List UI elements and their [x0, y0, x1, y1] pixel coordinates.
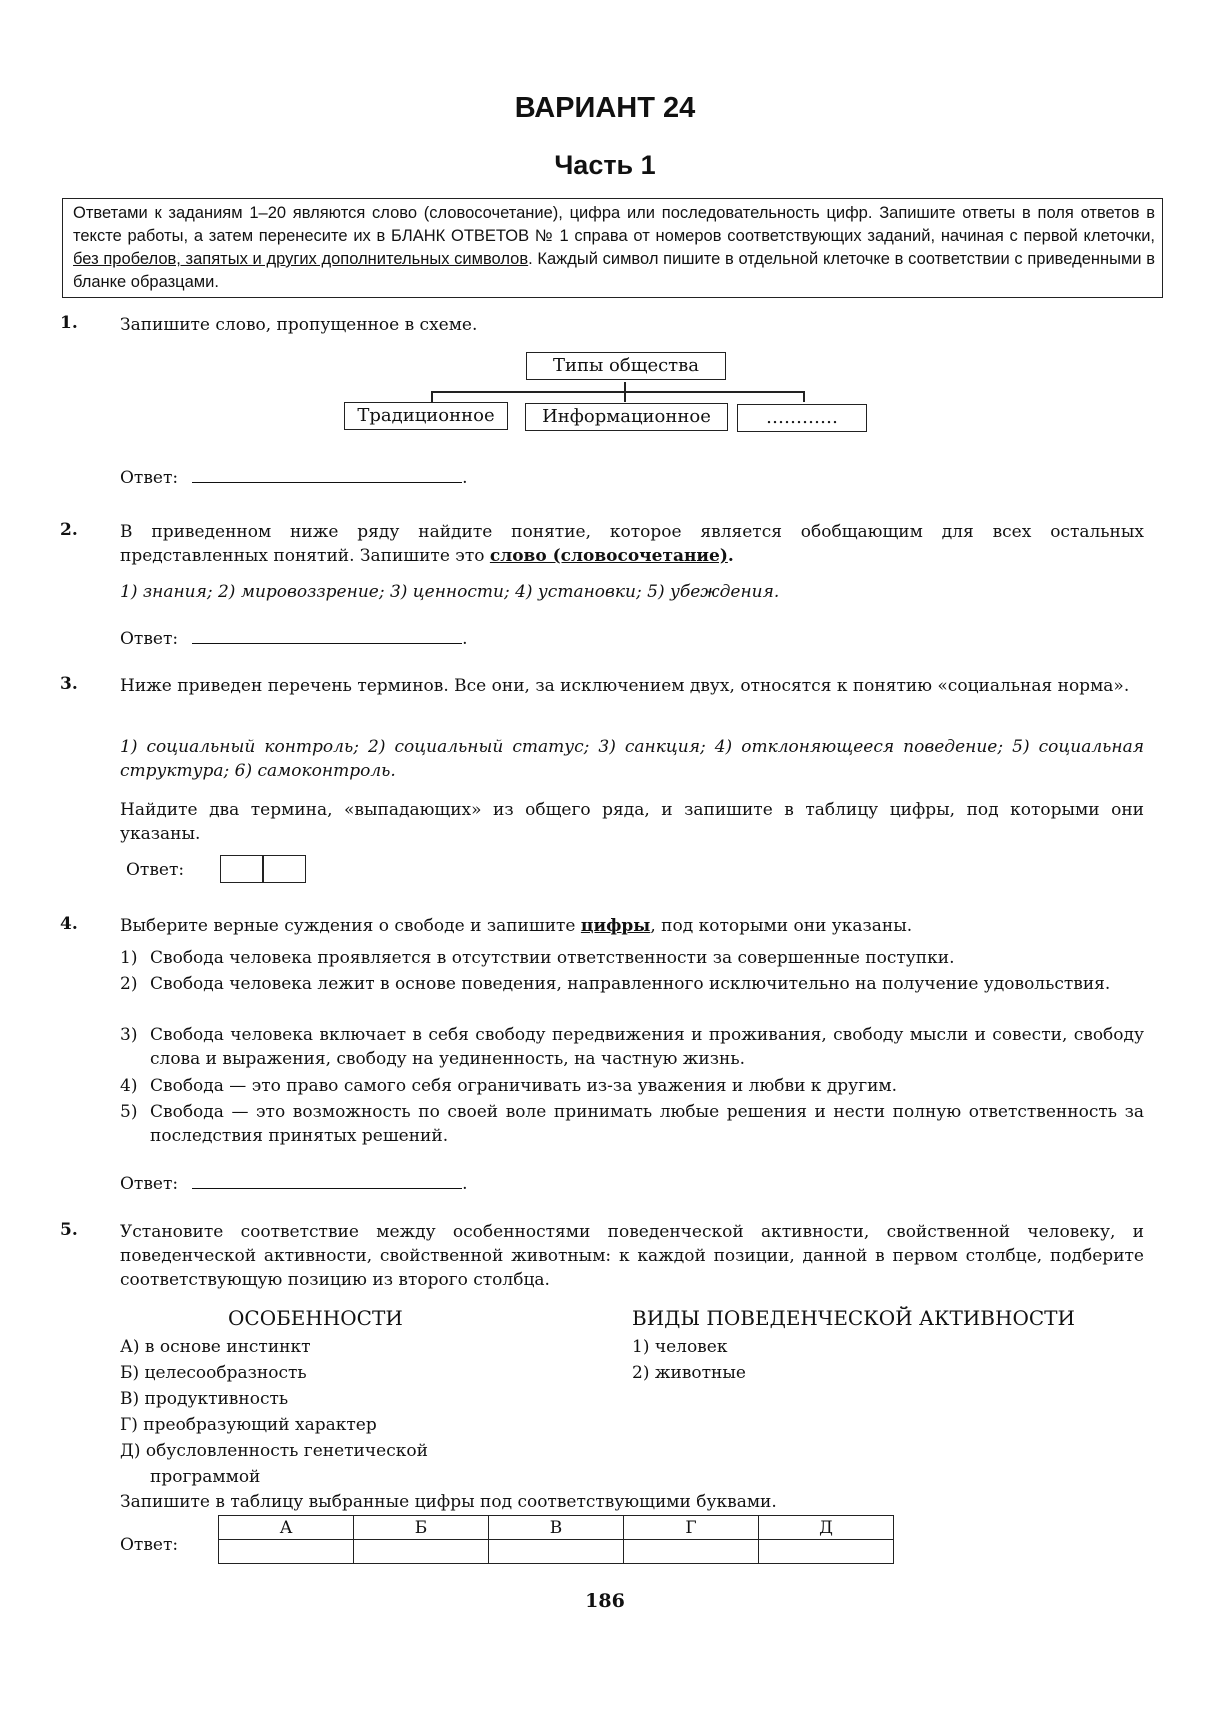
- instructions-text: Ответами к заданиям 1–20 являются слово (словосочетание), цифра или последовательность цифр. Запишите ответы в поля ответов в тексте работы, а затем перенесите их в БЛАНК ОТВЕТОВ № 1 справа от номеров соответствующих заданий, начиная с первой клеточки,: [73, 204, 1155, 245]
- question-2-text-end: .: [727, 546, 734, 566]
- answer-1-row: Ответ: .: [120, 464, 468, 488]
- page-number: 186: [585, 1590, 625, 1612]
- answer-label: Ответ:: [120, 629, 179, 649]
- question-4-option: [120, 1100, 1144, 1148]
- answer-5-input-cell[interactable]: [759, 1540, 894, 1564]
- question-4-option: [120, 946, 1144, 970]
- variant-title: ВАРИАНТ 24: [514, 92, 696, 124]
- answer-5-input-cell[interactable]: [489, 1540, 624, 1564]
- question-5-text: Установите соответствие между особенностями поведенческой активности, свойственной человеку, и поведенческой активности, свойственной животным: к каждой позиции, данной в первом столбце, подберите соответствующую позицию из второго столбца.: [120, 1222, 1144, 1290]
- answer-5-table: [218, 1515, 894, 1564]
- instructions-box: [62, 198, 1163, 298]
- question-3-items: 1) социальный контроль; 2) социальный статус; 3) санкция; 4) отклоняющееся поведение; 5) социальная структура; 6) самоконтроль.: [120, 737, 1144, 781]
- option-number: 2): [120, 974, 138, 994]
- answer-label: Ответ:: [120, 468, 179, 488]
- question-4-text: [120, 914, 1144, 938]
- question-4-underlined: цифры: [580, 916, 651, 936]
- diagram-connector: [624, 391, 626, 402]
- option-text: Свобода — это право самого себя ограничивать из-за уважения и любви к другим.: [150, 1076, 898, 1096]
- diagram-child-informational: Информационное: [525, 403, 728, 431]
- answer-label: Ответ:: [120, 1174, 179, 1194]
- activity-type-item: 2) животные: [632, 1363, 746, 1383]
- table-instruction: Запишите в таблицу выбранные цифры под соответствующими буквами.: [120, 1492, 777, 1512]
- answer-5-header-row: [219, 1516, 894, 1540]
- question-2-text-start: В приведенном ниже ряду найдите понятие, которое является обобщающим для всех остальных представленных понятий. Запишите это: [120, 522, 1144, 566]
- answer-5-header-cell: Г: [624, 1516, 759, 1540]
- question-1-number: 1.: [60, 313, 78, 333]
- question-4-text-end: , под которыми они указаны.: [650, 916, 913, 936]
- option-number: 5): [120, 1102, 138, 1122]
- question-1-text: Запишите слово, пропущенное в схеме.: [120, 315, 478, 335]
- option-text: Свобода человека лежит в основе поведения, направленного исключительно на получение удовольствия.: [150, 974, 1111, 994]
- option-number: 3): [120, 1025, 138, 1045]
- feature-item: А) в основе инстинкт: [120, 1337, 311, 1357]
- question-3-number: 3.: [60, 674, 78, 694]
- diagram-child-missing: …………: [737, 404, 867, 432]
- right-column-header: ВИДЫ ПОВЕДЕНЧЕСКОЙ АКТИВНОСТИ: [632, 1306, 1075, 1330]
- question-2-number: 2.: [60, 520, 78, 540]
- feature-item: Г) преобразующий характер: [120, 1415, 377, 1435]
- answer-5-header-cell: Д: [759, 1516, 894, 1540]
- question-4-text-start: Выберите верные суждения о свободе и запишите: [120, 916, 581, 936]
- answer-4-field[interactable]: [192, 1170, 462, 1189]
- feature-item: В) продуктивность: [120, 1389, 289, 1409]
- question-3-text: Ниже приведен перечень терминов. Все они, за исключением двух, относятся к понятию «социальная норма».: [120, 676, 1130, 696]
- answer-5-header-cell: В: [489, 1516, 624, 1540]
- answer-5-input-cell[interactable]: [354, 1540, 489, 1564]
- activity-type-item: 1) человек: [632, 1337, 728, 1357]
- question-4-option: [120, 972, 1144, 996]
- instructions-text-end: . Каждый символ пишите в отдельной клеточке в соответствии с приведенными в бланке образцами.: [73, 250, 1155, 291]
- question-4-option: [120, 1023, 1144, 1071]
- question-2-items: 1) знания; 2) мировоззрение; 3) ценности; 4) установки; 5) убеждения.: [120, 582, 780, 602]
- answer-3-cells[interactable]: [220, 855, 306, 883]
- question-2-underlined: слово (словосочетание): [489, 546, 728, 566]
- answer-3-cell-divider: [262, 856, 264, 882]
- activity-types-list: [632, 1334, 746, 1386]
- question-4-number: 4.: [60, 914, 78, 934]
- option-number: 4): [120, 1076, 138, 1096]
- option-number: 1): [120, 948, 138, 968]
- question-4-option: [120, 1074, 1144, 1098]
- option-text: Свобода — это возможность по своей воле принимать любые решения и нести полную ответственность за последствия принятых решений.: [150, 1102, 1144, 1146]
- answer-5-input-cell[interactable]: [219, 1540, 354, 1564]
- part-title: Часть 1: [554, 150, 656, 180]
- diagram-root: Типы общества: [526, 352, 726, 380]
- diagram-child-traditional: Традиционное: [344, 402, 508, 430]
- answer-4-row: Ответ: .: [120, 1170, 468, 1194]
- left-column-header: ОСОБЕННОСТИ: [228, 1306, 403, 1330]
- answer-5-input-cell[interactable]: [624, 1540, 759, 1564]
- feature-item: Б) целесообразность: [120, 1363, 307, 1383]
- answer-3-label: Ответ:: [126, 860, 185, 880]
- diagram-connector: [431, 391, 804, 393]
- feature-item-continuation: программой: [150, 1467, 261, 1487]
- instructions-underlined: без пробелов, запятых и других дополнительных символов: [73, 250, 529, 268]
- answer-2-field[interactable]: [192, 625, 462, 644]
- features-list: [120, 1334, 428, 1490]
- answer-5-header-cell: Б: [354, 1516, 489, 1540]
- answer-1-field[interactable]: [192, 464, 462, 483]
- feature-item: Д) обусловленность генетической: [120, 1441, 428, 1461]
- answer-5-input-row: [219, 1540, 894, 1564]
- answer-5-label: Ответ:: [120, 1535, 179, 1555]
- diagram-connector: [803, 391, 805, 402]
- question-2-text: [120, 520, 1144, 568]
- answer-5-header-cell: А: [219, 1516, 354, 1540]
- diagram-connector: [431, 391, 433, 402]
- option-text: Свобода человека проявляется в отсутствии ответственности за совершенные поступки.: [150, 948, 955, 968]
- question-5-number: 5.: [60, 1220, 78, 1240]
- question-3-task: Найдите два термина, «выпадающих» из общего ряда, и запишите в таблицу цифры, под которыми они указаны.: [120, 800, 1144, 844]
- option-text: Свобода человека включает в себя свободу передвижения и проживания, свободу мысли и совести, свободу слова и выражения, свободу на уединенность, на частную жизнь.: [150, 1025, 1144, 1069]
- answer-2-row: Ответ: .: [120, 625, 468, 649]
